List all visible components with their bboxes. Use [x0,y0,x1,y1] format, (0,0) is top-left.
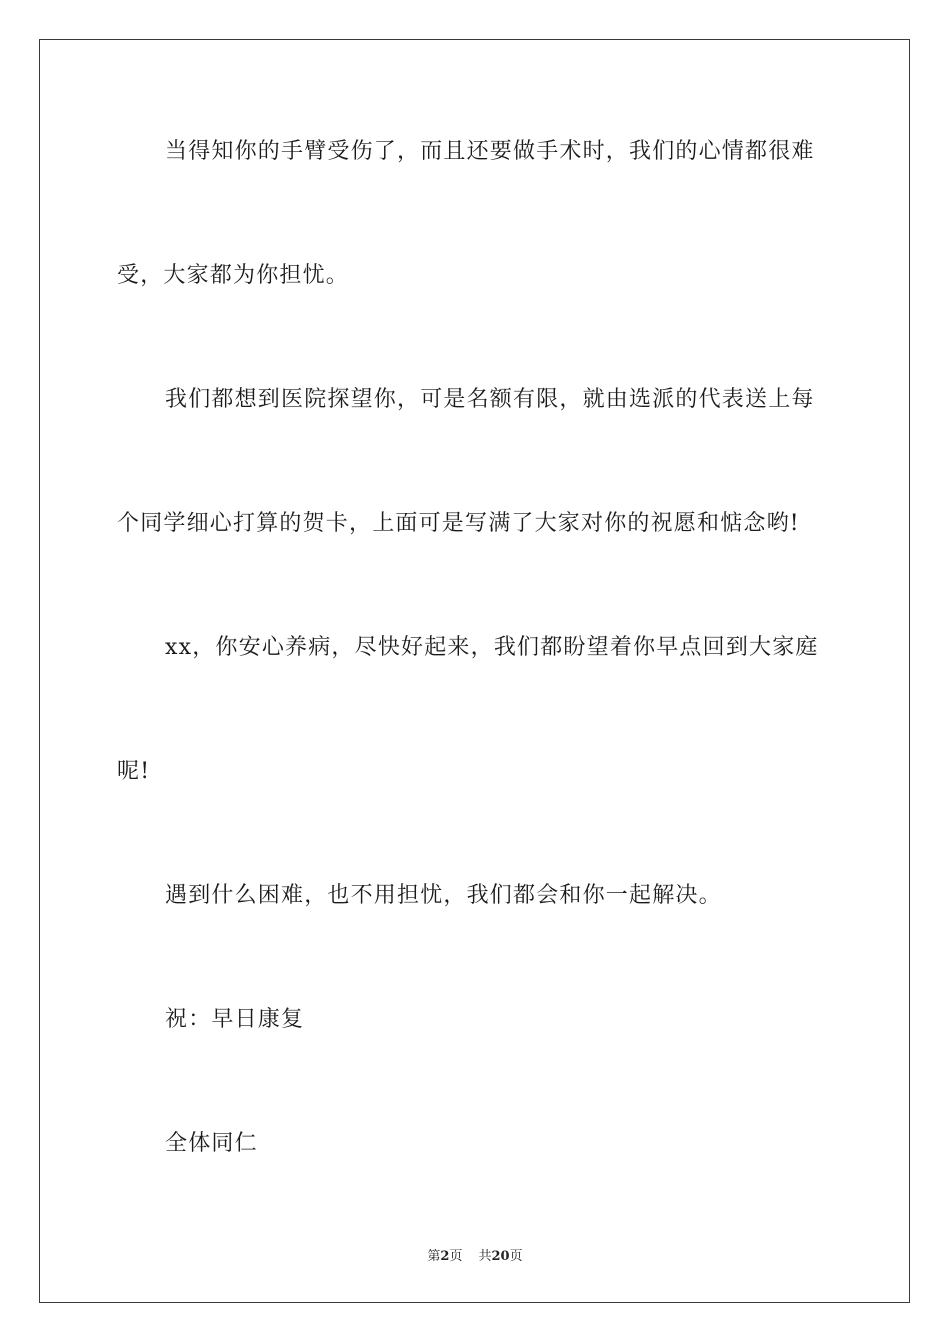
page-number: 2 [440,1249,450,1264]
paragraph-1-line-1: 当得知你的手臂受伤了，而且还要做手术时，我们的心情都很难 [165,139,815,164]
paragraph-3-line-2: 呢! [117,759,151,784]
paragraph-3-line-1: xx，你安心养病，尽快好起来，我们都盼望着你早点回到大家庭 [165,635,819,660]
page-footer [0,1248,950,1266]
paragraph-4: 遇到什么困难，也不用担忧，我们都会和你一起解决。 [165,883,722,908]
total-pages: 20 [491,1249,510,1264]
total-prefix: 共 [478,1249,492,1264]
closing-wish: 祝：早日康复 [165,1007,305,1032]
paragraph-2-line-1: 我们都想到医院探望你，可是名额有限，就由选派的代表送上每 [165,387,815,412]
page-frame [39,39,910,1303]
page-prefix: 第 [427,1249,441,1264]
signature: 全体同仁 [165,1131,258,1156]
paragraph-1-line-2: 受，大家都为你担忧。 [117,263,350,288]
paragraph-2-line-2: 个同学细心打算的贺卡，上面可是写满了大家对你的祝愿和惦念哟! [117,511,800,536]
total-suffix: 页 [509,1249,523,1264]
page-suffix: 页 [449,1249,463,1264]
